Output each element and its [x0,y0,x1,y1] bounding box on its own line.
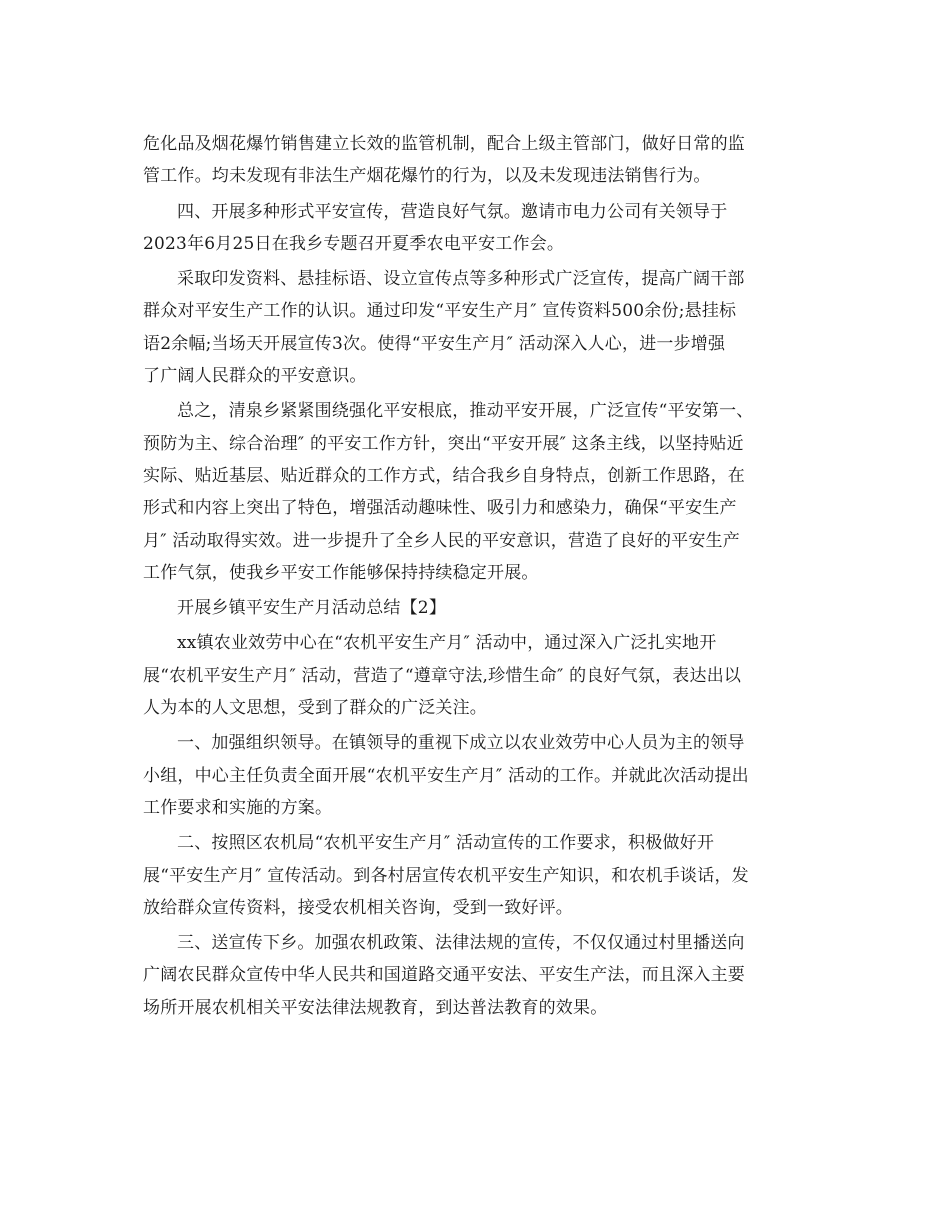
paragraph [143,196,809,261]
text-line: 语2余幅;当场天开展宣传3次。使得“平安生产月″ 活动深入人心，进一步增强 [143,333,726,354]
text-line: 形式和内容上突出了特色，增强活动趣味性、吸引力和感染力，确保“平安生产 [143,498,737,519]
text-line: 2023年6月25日在我乡专题召开夏季农电平安工作会。 [143,233,565,254]
paragraph [143,128,809,193]
text-line: 月″ 活动取得实效。进一步提升了全乡人民的平安意识，营造了良好的平安生产 [143,530,740,551]
text-line: 采取印发资料、悬挂标语、设立宣传点等多种形式广泛宣传，提高广阔干部 [177,269,745,290]
text-line: 一、加强组织领导。在镇领导的重视下成立以农业效劳中心人员为主的领导 [177,733,745,754]
text-line: 了广阔人民群众的平安意识。 [143,366,367,387]
paragraph [143,263,809,392]
text-line: 管工作。均未发现有非法生产烟花爆竹的行为，以及未发现违法销售行为。 [143,166,711,187]
text-line: 放给群众宣传资料，接受农机相关咨询，受到一致好评。 [143,897,573,918]
text-line: 小组，中心主任负责全面开展“农机平安生产月″ 活动的工作。并就此次活动提出 [143,765,749,786]
text-line: 四、开展多种形式平安宣传，营造良好气氛。邀请市电力公司有关领导于 [177,201,728,222]
text-line: 总之，清泉乡紧紧围绕强化平安根底，推动平安开展，广泛宣传“平安第一、 [177,401,754,422]
paragraph [143,627,809,724]
text-line: 实际、贴近基层、贴近群众的工作方式，结合我乡自身特点，创新工作思路，在 [143,465,745,486]
paragraph [143,827,809,924]
document-body [143,128,809,1024]
paragraph [143,927,809,1024]
text-line: 群众对平安生产工作的认识。通过印发“平安生产月″ 宣传资料500余份;悬挂标 [143,301,737,322]
text-line: xx镇农业效劳中心在“农机平安生产月″ 活动中，通过深入广泛扎实地开 [177,633,717,654]
text-line: 开展乡镇平安生产月活动总结【2】 [177,598,447,619]
text-line: 工作气氛，使我乡平安工作能够保持持续稳定开展。 [143,562,539,583]
text-line: 场所开展农机相关平安法律法规教育，到达普法教育的效果。 [143,997,608,1018]
text-line: 展“平安生产月″ 宣传活动。到各村居宣传农机平安生产知识，和农机手谈话，发 [143,865,749,886]
text-line: 广阔农民群众宣传中华人民共和国道路交通平安法、平安生产法，而且深入主要 [143,965,745,986]
text-line: 展“农机平安生产月″ 活动，营造了“遵章守法,珍惜生命″ 的良好气氛，表达出以 [143,665,742,686]
text-line: 人为本的人文思想，受到了群众的广泛关注。 [143,698,487,719]
text-line: 三、送宣传下乡。加强农机政策、法律法规的宣传，不仅仅通过村里播送向 [177,933,745,954]
text-line: 二、按照区农机局“农机平安生产月″ 活动宣传的工作要求，积极做好开 [177,833,715,854]
text-line: 预防为主、综合治理″ 的平安工作方针，突出“平安开展″ 这条主线，以坚持贴近 [143,433,744,454]
paragraph [143,592,809,624]
text-line: 危化品及烟花爆竹销售建立长效的监管机制，配合上级主管部门，做好日常的监 [143,134,745,154]
paragraph [143,395,809,589]
paragraph [143,727,809,824]
text-line: 工作要求和实施的方案。 [143,797,333,818]
